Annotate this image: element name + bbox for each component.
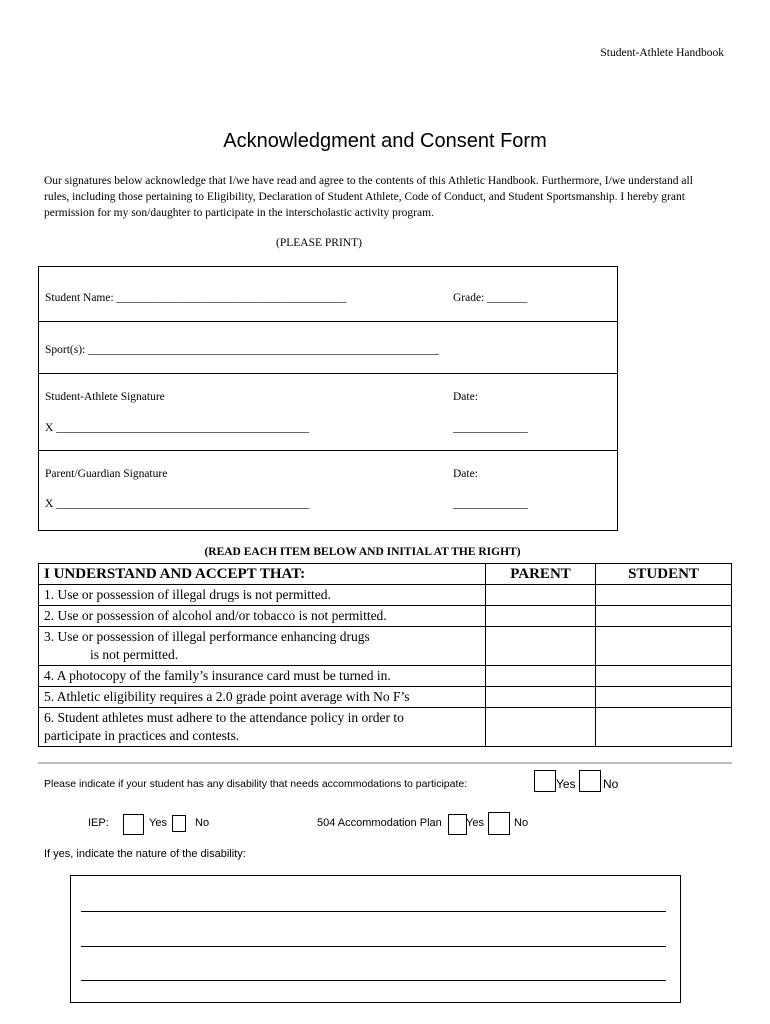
plan-label: 504 Accommodation Plan — [317, 817, 442, 829]
row-divider — [39, 450, 617, 451]
iep-no-label: No — [195, 817, 210, 829]
table-row — [39, 585, 732, 606]
read-instruction: (READ EACH ITEM BELOW AND INITIAL AT THE RIGHT) — [204, 546, 521, 558]
form-title: Acknowledgment and Consent Form — [223, 130, 547, 152]
parent-initial-cell[interactable] — [486, 687, 596, 708]
grade-field[interactable]: Grade: _______ — [453, 292, 528, 304]
student-column-header: STUDENT — [596, 564, 732, 585]
plan-yes-checkbox[interactable] — [448, 814, 467, 835]
parent-column-header: PARENT — [486, 564, 596, 585]
parent-initial-cell[interactable] — [486, 585, 596, 606]
agreement-item — [39, 708, 486, 747]
parent-signature-label: Parent/Guardian Signature — [45, 468, 168, 480]
iep-yes-checkbox[interactable] — [123, 814, 144, 835]
table-row — [39, 687, 732, 708]
intro-paragraph: Our signatures below acknowledge that I/we have read and agree to the contents of this Athletic Handbook. Furthermore, I/we understand all rules, including those pertaining to Eligibility, Declaration of Student Athlete, Code of Conduct, and Student Sportsmanship. I hereby grant permission for my son/daughter to participate in the interscholastic activity program. — [44, 175, 693, 219]
agreement-item: 5. Athletic eligibility requires a 2.0 grade point average with No F’s — [39, 687, 486, 708]
parent-initial-cell[interactable] — [486, 606, 596, 627]
iep-yes-label: Yes — [149, 817, 167, 829]
agreement-header: I UNDERSTAND AND ACCEPT THAT: — [39, 564, 486, 585]
student-initial-cell[interactable] — [596, 708, 732, 747]
table-row — [39, 606, 732, 627]
disability-no-label: No — [603, 777, 619, 791]
student-info-box — [38, 266, 618, 531]
table-row — [39, 666, 732, 687]
handbook-header: Student-Athlete Handbook — [600, 47, 724, 59]
student-initial-cell[interactable] — [596, 585, 732, 606]
agreement-item-line: participate in practices and contests. — [44, 728, 240, 743]
parent-initial-cell[interactable] — [486, 666, 596, 687]
student-initial-cell[interactable] — [596, 666, 732, 687]
agreement-item — [39, 627, 486, 666]
iep-no-checkbox[interactable] — [172, 815, 186, 832]
parent-initial-cell[interactable] — [486, 708, 596, 747]
please-print-note: (PLEASE PRINT) — [276, 237, 362, 249]
athlete-signature-line[interactable]: X ____________________________________________ — [45, 422, 310, 434]
disability-question: Please indicate if your student has any disability that needs accommodations to participate: — [44, 778, 468, 790]
parent-initial-cell[interactable] — [486, 627, 596, 666]
disability-yes-label: Yes — [556, 777, 576, 791]
disability-no-checkbox[interactable] — [579, 770, 601, 792]
parent-date-line[interactable]: _____________ — [453, 498, 528, 510]
agreement-item: 4. A photocopy of the family’s insurance card must be turned in. — [39, 666, 486, 687]
parent-date-label: Date: — [453, 468, 478, 480]
agreement-item-line: is not permitted. — [90, 647, 179, 662]
agreement-item: 1. Use or possession of illegal drugs is not permitted. — [39, 585, 486, 606]
student-initial-cell[interactable] — [596, 606, 732, 627]
student-name-field[interactable]: Student Name: ________________________________________ — [45, 292, 347, 304]
row-divider — [39, 321, 617, 322]
agreement-item: 2. Use or possession of alcohol and/or tobacco is not permitted. — [39, 606, 486, 627]
student-initial-cell[interactable] — [596, 687, 732, 708]
iep-label: IEP: — [88, 817, 109, 829]
row-divider — [39, 373, 617, 374]
plan-no-label: No — [514, 817, 529, 829]
writing-line[interactable] — [81, 911, 666, 912]
disability-nature-label: If yes, indicate the nature of the disability: — [44, 848, 246, 860]
athlete-date-label: Date: — [453, 391, 478, 403]
plan-yes-label: Yes — [466, 817, 484, 829]
writing-line[interactable] — [81, 946, 666, 947]
table-row — [39, 627, 732, 666]
table-row — [39, 708, 732, 747]
student-initial-cell[interactable] — [596, 627, 732, 666]
disability-nature-box[interactable] — [70, 875, 681, 1003]
writing-line[interactable] — [81, 980, 666, 981]
sports-field[interactable]: Sport(s): _____________________________________________________________ — [45, 344, 439, 356]
agreement-item-line: 3. Use or possession of illegal performance enhancing drugs — [44, 629, 370, 644]
disability-yes-checkbox[interactable] — [534, 770, 556, 792]
agreement-table — [38, 563, 732, 747]
athlete-signature-label: Student-Athlete Signature — [45, 391, 165, 403]
athlete-date-line[interactable]: _____________ — [453, 422, 528, 434]
section-divider — [38, 762, 732, 764]
plan-no-checkbox[interactable] — [488, 812, 510, 835]
parent-signature-line[interactable]: X ____________________________________________ — [45, 498, 310, 510]
agreement-item-line: 6. Student athletes must adhere to the attendance policy in order to — [44, 710, 404, 725]
